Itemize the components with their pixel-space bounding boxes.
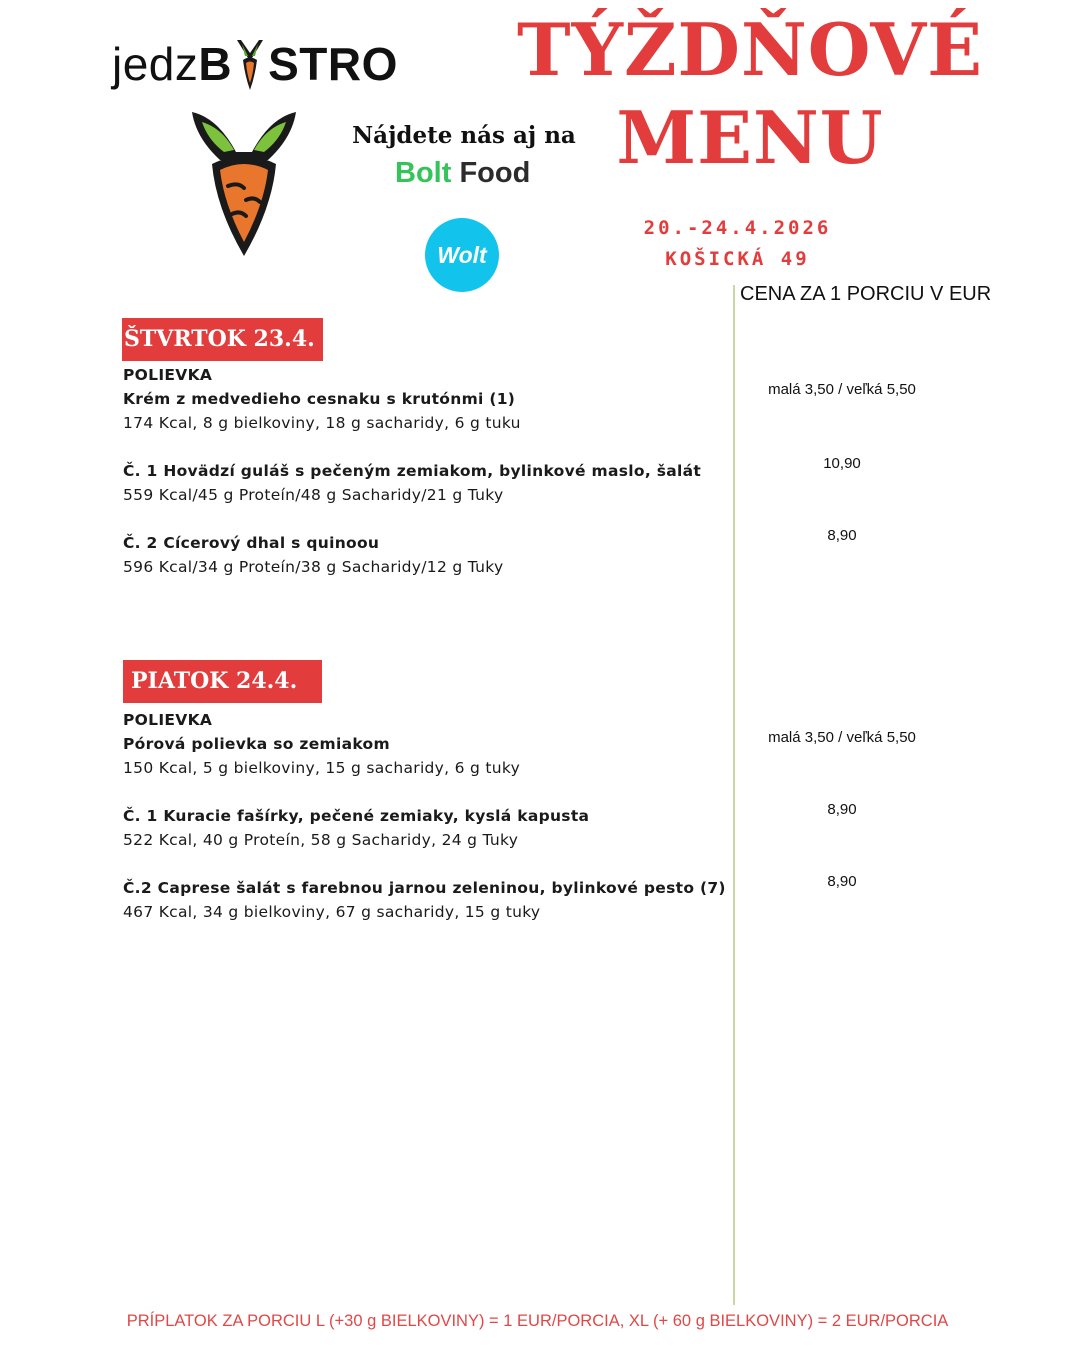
soup-price: malá 3,50 / veľká 5,50	[768, 381, 916, 398]
price-column-divider	[733, 285, 735, 1305]
soup-heading: POLIEVKA	[123, 366, 213, 384]
logo-text-b: B	[198, 38, 233, 90]
page-title-line1: TÝŽDŇOVÉ	[517, 7, 983, 92]
soup-name: Krém z medvedieho cesnaku s krutónmi (1)	[123, 390, 516, 408]
bolt-logo-text: Bolt	[395, 157, 452, 189]
day-banner-thursday: ŠTVRTOK 23.4.	[122, 318, 323, 361]
meal-nutrition: 522 Kcal, 40 g Proteín, 58 g Sacharidy, 24 g Tuky	[123, 831, 519, 849]
meal-nutrition: 596 Kcal/34 g Proteín/38 g Sacharidy/12 g Tuky	[123, 558, 504, 576]
meal-name: Č. 2 Cícerový dhal s quinoou	[123, 534, 380, 552]
meal-name: Č. 1 Hovädzí guláš s pečeným zemiakom, bylinkové maslo, šalát	[123, 462, 702, 480]
soup-name: Pórová polievka so zemiakom	[123, 735, 390, 753]
find-us-text: Nájdete nás aj na	[352, 122, 576, 149]
meal-price: 10,90	[823, 455, 861, 472]
meal-price: 8,90	[827, 527, 857, 544]
soup-price: malá 3,50 / veľká 5,50	[768, 729, 916, 746]
meal-name: Č. 1 Kuracie fašírky, pečené zemiaky, kyslá kapusta	[123, 807, 590, 825]
carrot-icon	[233, 36, 267, 92]
soup-nutrition: 150 Kcal, 5 g bielkoviny, 15 g sacharidy, 6 g tuky	[123, 759, 521, 777]
wolt-logo-text: Wolt	[437, 241, 487, 268]
price-column-header: CENA ZA 1 PORCIU V EUR	[740, 283, 992, 305]
meal-name: Č.2 Caprese šalát s farebnou jarnou zeleninou, bylinkové pesto (7)	[123, 879, 726, 897]
meal-price: 8,90	[827, 873, 857, 890]
address: KOŠICKÁ 49	[665, 248, 810, 270]
logo-text-jedz: jedz	[112, 38, 199, 90]
food-logo-text: Food	[459, 157, 531, 189]
page-title-line2: MENU	[616, 95, 884, 180]
date-range: 20.-24.4.2026	[643, 217, 832, 239]
brand-logo	[112, 34, 398, 94]
carrot-logo-icon	[188, 108, 300, 258]
meal-price: 8,90	[827, 801, 857, 818]
soup-nutrition: 174 Kcal, 8 g bielkoviny, 18 g sacharidy, 6 g tuku	[123, 414, 521, 432]
meal-nutrition: 467 Kcal, 34 g bielkoviny, 67 g sacharidy, 15 g tuky	[123, 903, 541, 921]
day-banner-friday: PIATOK 24.4.	[123, 660, 322, 703]
surcharge-note: PRÍPLATOK ZA PORCIU L (+30 g BIELKOVINY) = 1 EUR/PORCIA, XL (+ 60 g BIELKOVINY) = 2 EUR/PORCIA	[126, 1312, 949, 1330]
meal-nutrition: 559 Kcal/45 g Proteín/48 g Sacharidy/21 g Tuky	[123, 486, 504, 504]
soup-heading: POLIEVKA	[123, 711, 213, 729]
logo-text-stro: STRO	[268, 38, 398, 90]
wolt-logo	[425, 218, 499, 292]
